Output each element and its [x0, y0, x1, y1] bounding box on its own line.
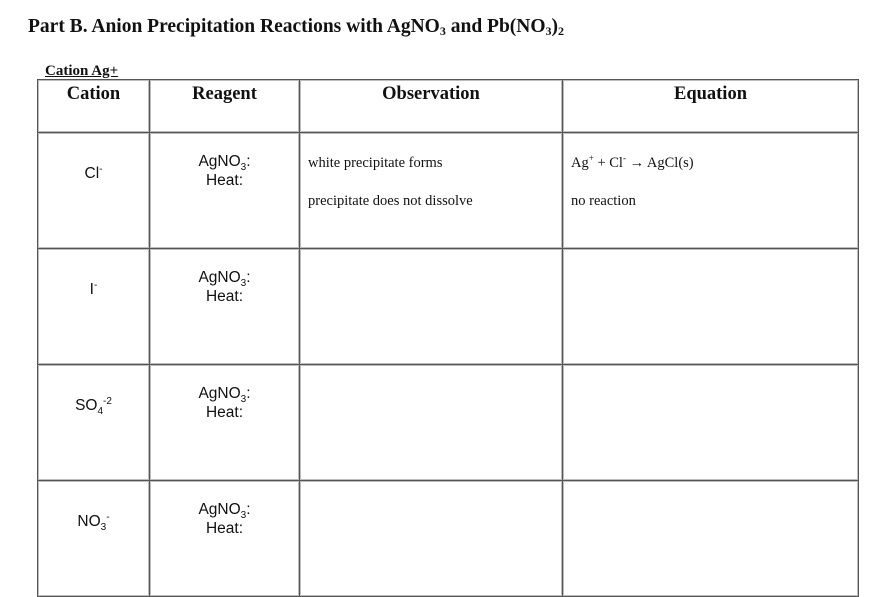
- observation-cell[interactable]: [300, 133, 563, 249]
- reagent-heat: Heat:: [205, 404, 244, 421]
- table-row: [38, 365, 859, 481]
- title-prefix: Part B. Anion Precipitation Reactions with AgNO: [28, 16, 440, 37]
- precipitation-table: [37, 79, 859, 597]
- table-row: [38, 249, 859, 365]
- cation-cell: [38, 249, 150, 365]
- table-row: [38, 481, 859, 597]
- reagent-subscript: 3: [240, 510, 247, 522]
- table-caption: Cation Ag+: [45, 63, 119, 79]
- reagent-heat: Heat:: [205, 520, 244, 537]
- equation-cell[interactable]: [563, 249, 859, 365]
- title-sub-3b: 3: [545, 24, 552, 38]
- equation-cell[interactable]: [563, 481, 859, 597]
- eq-product: → AgCl(s): [625, 155, 694, 171]
- reagent-subscript: 3: [240, 162, 247, 174]
- reagent-colon: :: [246, 501, 251, 518]
- header-cation: Cation: [38, 80, 150, 133]
- equation-line-2: no reaction: [571, 193, 636, 209]
- table-header-row: [38, 80, 859, 133]
- reagent-cell: [150, 365, 300, 481]
- cation-formula: SO: [75, 397, 98, 414]
- reagent-cell: [150, 481, 300, 597]
- title-close: ): [551, 16, 559, 37]
- reagent-formula: AgNO: [198, 269, 241, 286]
- reagent-formula: AgNO: [198, 153, 241, 170]
- cation-charge: -: [99, 163, 103, 175]
- reagent-cell: [150, 249, 300, 365]
- cation-cell: [38, 133, 150, 249]
- eq-plus-cl: + Cl: [593, 155, 623, 171]
- equation-line-1: [571, 155, 694, 171]
- observation-cell[interactable]: [300, 481, 563, 597]
- cation-formula: Cl: [84, 165, 100, 182]
- title-sub-3a: 3: [439, 24, 446, 38]
- reagent-cell: [150, 133, 300, 249]
- reagent-colon: :: [246, 153, 251, 170]
- reagent-heat: Heat:: [205, 172, 244, 189]
- cation-charge: -2: [103, 395, 112, 407]
- reagent-colon: :: [246, 269, 251, 286]
- title-sub-2: 2: [558, 24, 565, 38]
- reagent-subscript: 3: [240, 394, 247, 406]
- reagent-formula: AgNO: [198, 501, 241, 518]
- table-row: [38, 133, 859, 249]
- observation-cell[interactable]: [300, 365, 563, 481]
- reagent-formula: AgNO: [198, 385, 241, 402]
- cation-cell: [38, 365, 150, 481]
- equation-cell[interactable]: [563, 365, 859, 481]
- cation-formula: I: [89, 281, 94, 298]
- cation-subscript: 4: [97, 406, 104, 418]
- cation-charge: -: [106, 511, 110, 523]
- observation-line-1: white precipitate forms: [308, 155, 443, 171]
- cation-cell: [38, 481, 150, 597]
- cation-subscript: 3: [100, 522, 107, 534]
- observation-cell[interactable]: [300, 249, 563, 365]
- reagent-subscript: 3: [240, 278, 247, 290]
- eq-ag: Ag: [571, 155, 589, 171]
- eq-ag-charge: +: [588, 153, 594, 164]
- header-observation: Observation: [300, 80, 563, 133]
- cation-formula: NO: [77, 513, 101, 530]
- header-reagent: Reagent: [150, 80, 300, 133]
- equation-cell[interactable]: [563, 133, 859, 249]
- reagent-heat: Heat:: [205, 288, 244, 305]
- eq-cl-charge: -: [622, 153, 626, 164]
- page-title: [28, 16, 564, 38]
- reagent-colon: :: [246, 385, 251, 402]
- title-middle: and Pb(NO: [445, 16, 546, 37]
- header-equation: Equation: [563, 80, 859, 133]
- cation-charge: -: [93, 279, 98, 291]
- observation-line-2: precipitate does not dissolve: [308, 193, 473, 209]
